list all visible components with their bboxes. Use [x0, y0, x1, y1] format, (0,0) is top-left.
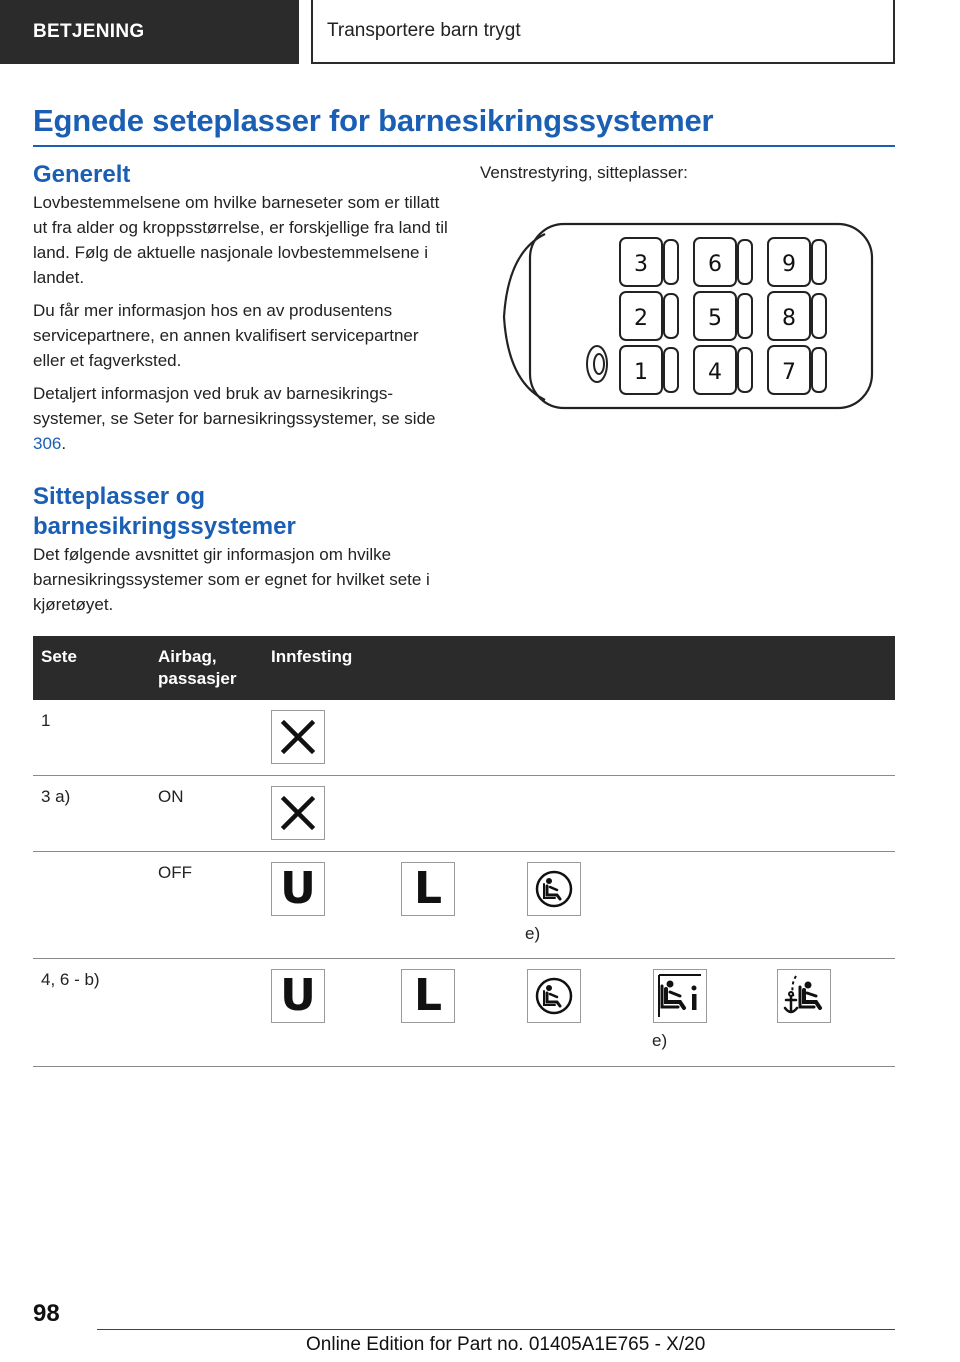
seat-number: 3	[634, 252, 648, 277]
cell-airbag: ON	[158, 787, 184, 806]
heading-sitteplasser: Sitteplasser og barnesikringssystemer	[33, 483, 296, 540]
table-row	[33, 852, 895, 959]
page-title: Egnede seteplasser for barnesikringssystemer	[33, 103, 714, 138]
diagram-caption: Venstrestyring, sitteplasser:	[480, 163, 688, 182]
table-row	[33, 959, 895, 1067]
header-airbag-line1: Airbag,	[158, 647, 217, 666]
generelt-paragraph-2: Du får mer informasjon hos en av produsentens servicepartnere, en annen kvalifisert servicepartner eller et fagverksted.	[33, 301, 419, 370]
generelt-paragraph-3-text: Detaljert informasjon ved bruk av barnesikringssystemer, se Seter for barnesikringssystemer, se side	[33, 384, 436, 428]
edition-text: Online Edition for Part no. 01405A1E765 - X/20	[306, 1334, 706, 1355]
section-label: BETJENING	[33, 21, 145, 42]
header-innfesting: Innfesting	[271, 647, 353, 666]
isofix-anchor-icon	[777, 969, 831, 1023]
cell-airbag: OFF	[158, 863, 192, 882]
universal-u-icon	[271, 969, 325, 1023]
seat-3	[620, 238, 678, 286]
seat-table	[33, 636, 895, 1067]
section-tab	[0, 0, 299, 64]
cross-icon	[271, 710, 325, 764]
seat-number: 2	[634, 306, 648, 331]
limited-l-icon	[401, 969, 455, 1023]
universal-letter: U	[280, 970, 316, 1021]
chapter-label: Transportere barn trygt	[327, 20, 521, 41]
title-divider	[33, 145, 895, 147]
header-airbag	[158, 646, 236, 690]
right-column	[480, 160, 895, 185]
universal-u-icon	[271, 862, 325, 916]
table-row	[33, 700, 895, 776]
seat-number: 9	[782, 252, 796, 277]
seat-number: 5	[708, 306, 722, 331]
steering-wheel-icon	[587, 346, 607, 382]
seat-7	[768, 346, 826, 394]
heading-generelt: Generelt	[33, 161, 131, 188]
cell-sete: 1	[41, 711, 51, 730]
seat-number: 7	[782, 360, 796, 385]
limited-letter: L	[413, 970, 443, 1021]
seat-8	[768, 292, 826, 340]
seat-number: 6	[708, 252, 722, 277]
sitteplasser-paragraph: Det følgende avsnittet gir informasjon om hvilke barnesikringssystemer som er egnet for hvilket sete i kjøretøyet.	[33, 545, 430, 614]
seat-9	[768, 238, 826, 286]
page-link-306[interactable]: 306	[33, 434, 62, 453]
seating-diagram	[500, 222, 880, 412]
footer-divider	[97, 1329, 895, 1330]
seat-number: 8	[782, 306, 796, 331]
child-seat-info-icon	[653, 969, 707, 1023]
generelt-paragraph-1: Lovbestemmelsene om hvilke barneseter som er tillatt ut fra alder og kroppsstørrelse, er forskjellige fra land til land. Følg de aktuelle nasjonale lovbestemmelsene i landet.	[33, 193, 448, 287]
limited-l-icon	[401, 862, 455, 916]
seat-2	[620, 292, 678, 340]
chapter-tab	[311, 0, 895, 64]
seat-5	[694, 292, 752, 340]
seat-number: 4	[708, 360, 722, 385]
cross-icon	[271, 786, 325, 840]
header-sete: Sete	[41, 647, 77, 666]
seat-1	[620, 346, 678, 394]
table-header	[33, 636, 895, 700]
generelt-paragraph-3	[33, 381, 453, 456]
note-e: e)	[525, 924, 541, 943]
left-column	[33, 160, 453, 625]
cell-sete: 4, 6 - b)	[41, 970, 100, 989]
limited-letter: L	[413, 863, 443, 914]
note-e: e)	[652, 1031, 668, 1050]
isize-seat-icon	[527, 969, 581, 1023]
universal-letter: U	[280, 863, 316, 914]
cell-sete: 3 a)	[41, 787, 71, 806]
table-row	[33, 776, 895, 852]
generelt-paragraph-3-end: .	[61, 434, 67, 453]
page-number: 98	[33, 1300, 60, 1327]
seat-6	[694, 238, 752, 286]
seat-4	[694, 346, 752, 394]
isize-seat-icon	[527, 862, 581, 916]
header-airbag-line2: passasjer	[158, 669, 237, 688]
seat-number: 1	[634, 360, 648, 385]
